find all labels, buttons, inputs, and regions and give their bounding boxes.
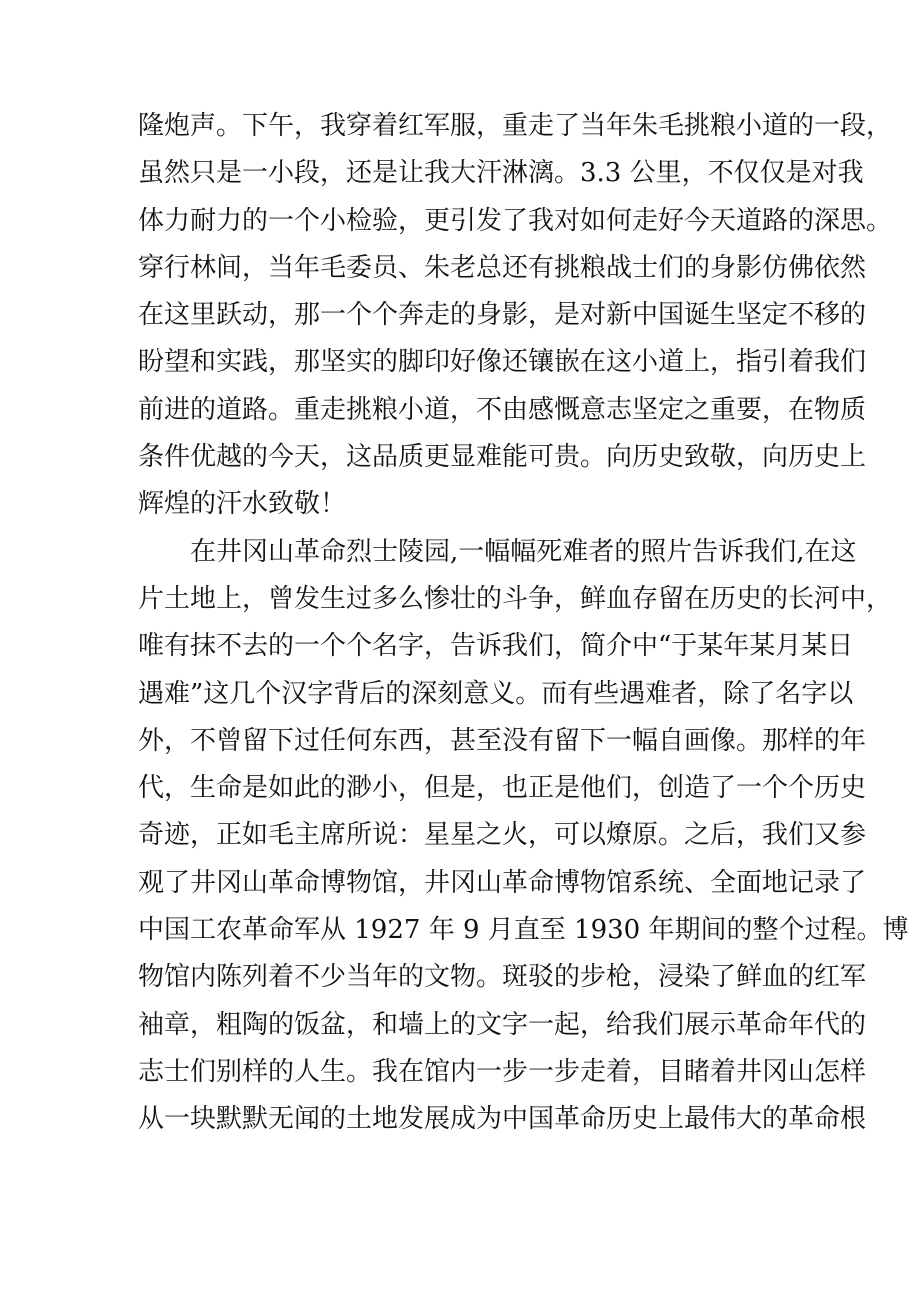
text-line: 在这里跃动，那一个个奔走的身影，是对新中国诞生坚定不移的 bbox=[138, 300, 867, 331]
body-text bbox=[138, 103, 909, 1144]
text-line: 袖章，粗陶的饭盆，和墙上的文字一起，给我们展示革命年代的 bbox=[138, 1009, 867, 1040]
text-line: 从一块默默无闻的土地发展成为中国革命历史上最伟大的革命根 bbox=[138, 1104, 867, 1135]
text-line: 前进的道路。重走挑粮小道，不由感慨意志坚定之重要，在物质 bbox=[138, 394, 867, 425]
text-line: 观了井冈山革命博物馆，井冈山革命博物馆系统、全面地记录了 bbox=[138, 867, 867, 898]
paragraph-2 bbox=[138, 529, 909, 1144]
text-line: 奇迹，正如毛主席所说：星星之火，可以燎原。之后，我们又参 bbox=[138, 820, 867, 851]
text-line: 片土地上，曾发生过多么惨壮的斗争，鲜血存留在历史的长河中， bbox=[138, 583, 893, 614]
text-line: 中国工农革命军从 1927 年 9 月直至 1930 年期间的整个过程。博 bbox=[138, 915, 909, 946]
text-line: 遇难”这几个汉字背后的深刻意义。而有些遇难者，除了名字以 bbox=[138, 678, 854, 709]
text-line: 隆炮声。下午，我穿着红军服，重走了当年朱毛挑粮小道的一段， bbox=[138, 111, 893, 141]
text-line: 盼望和实践，那坚实的脚印好像还镶嵌在这小道上，指引着我们 bbox=[138, 347, 867, 378]
text-line: 代，生命是如此的渺小，但是，也正是他们，创造了一个个历史 bbox=[138, 773, 867, 804]
text-line: 辉煌的汗水致敬！ bbox=[138, 489, 347, 520]
text-line: 穿行林间，当年毛委员、朱老总还有挑粮战士们的身影仿佛依然 bbox=[138, 252, 867, 283]
text-line: 志士们别样的人生。我在馆内一步一步走着，目睹着井冈山怎样 bbox=[138, 1056, 867, 1087]
text-line: 虽然只是一小段，还是让我大汗淋漓。3.3 公里，不仅仅是对我 bbox=[138, 158, 864, 189]
text-line: 条件优越的今天，这品质更显难能可贵。向历史致敬，向历史上 bbox=[138, 442, 867, 473]
text-line: 物馆内陈列着不少当年的文物。斑驳的步枪，浸染了鲜血的红军 bbox=[138, 962, 867, 993]
text-line: 唯有抹不去的一个个名字，告诉我们，简介中“于某年某月某日 bbox=[138, 631, 854, 662]
text-line: 外，不曾留下过任何东西，甚至没有留下一幅自画像。那样的年 bbox=[138, 725, 867, 756]
text-line: 体力耐力的一个小检验，更引发了我对如何走好今天道路的深思。 bbox=[138, 205, 893, 236]
paragraph-1 bbox=[138, 103, 893, 529]
text-line: 在井冈山革命烈士陵园,一幅幅死难者的照片告诉我们,在这 bbox=[190, 536, 857, 567]
